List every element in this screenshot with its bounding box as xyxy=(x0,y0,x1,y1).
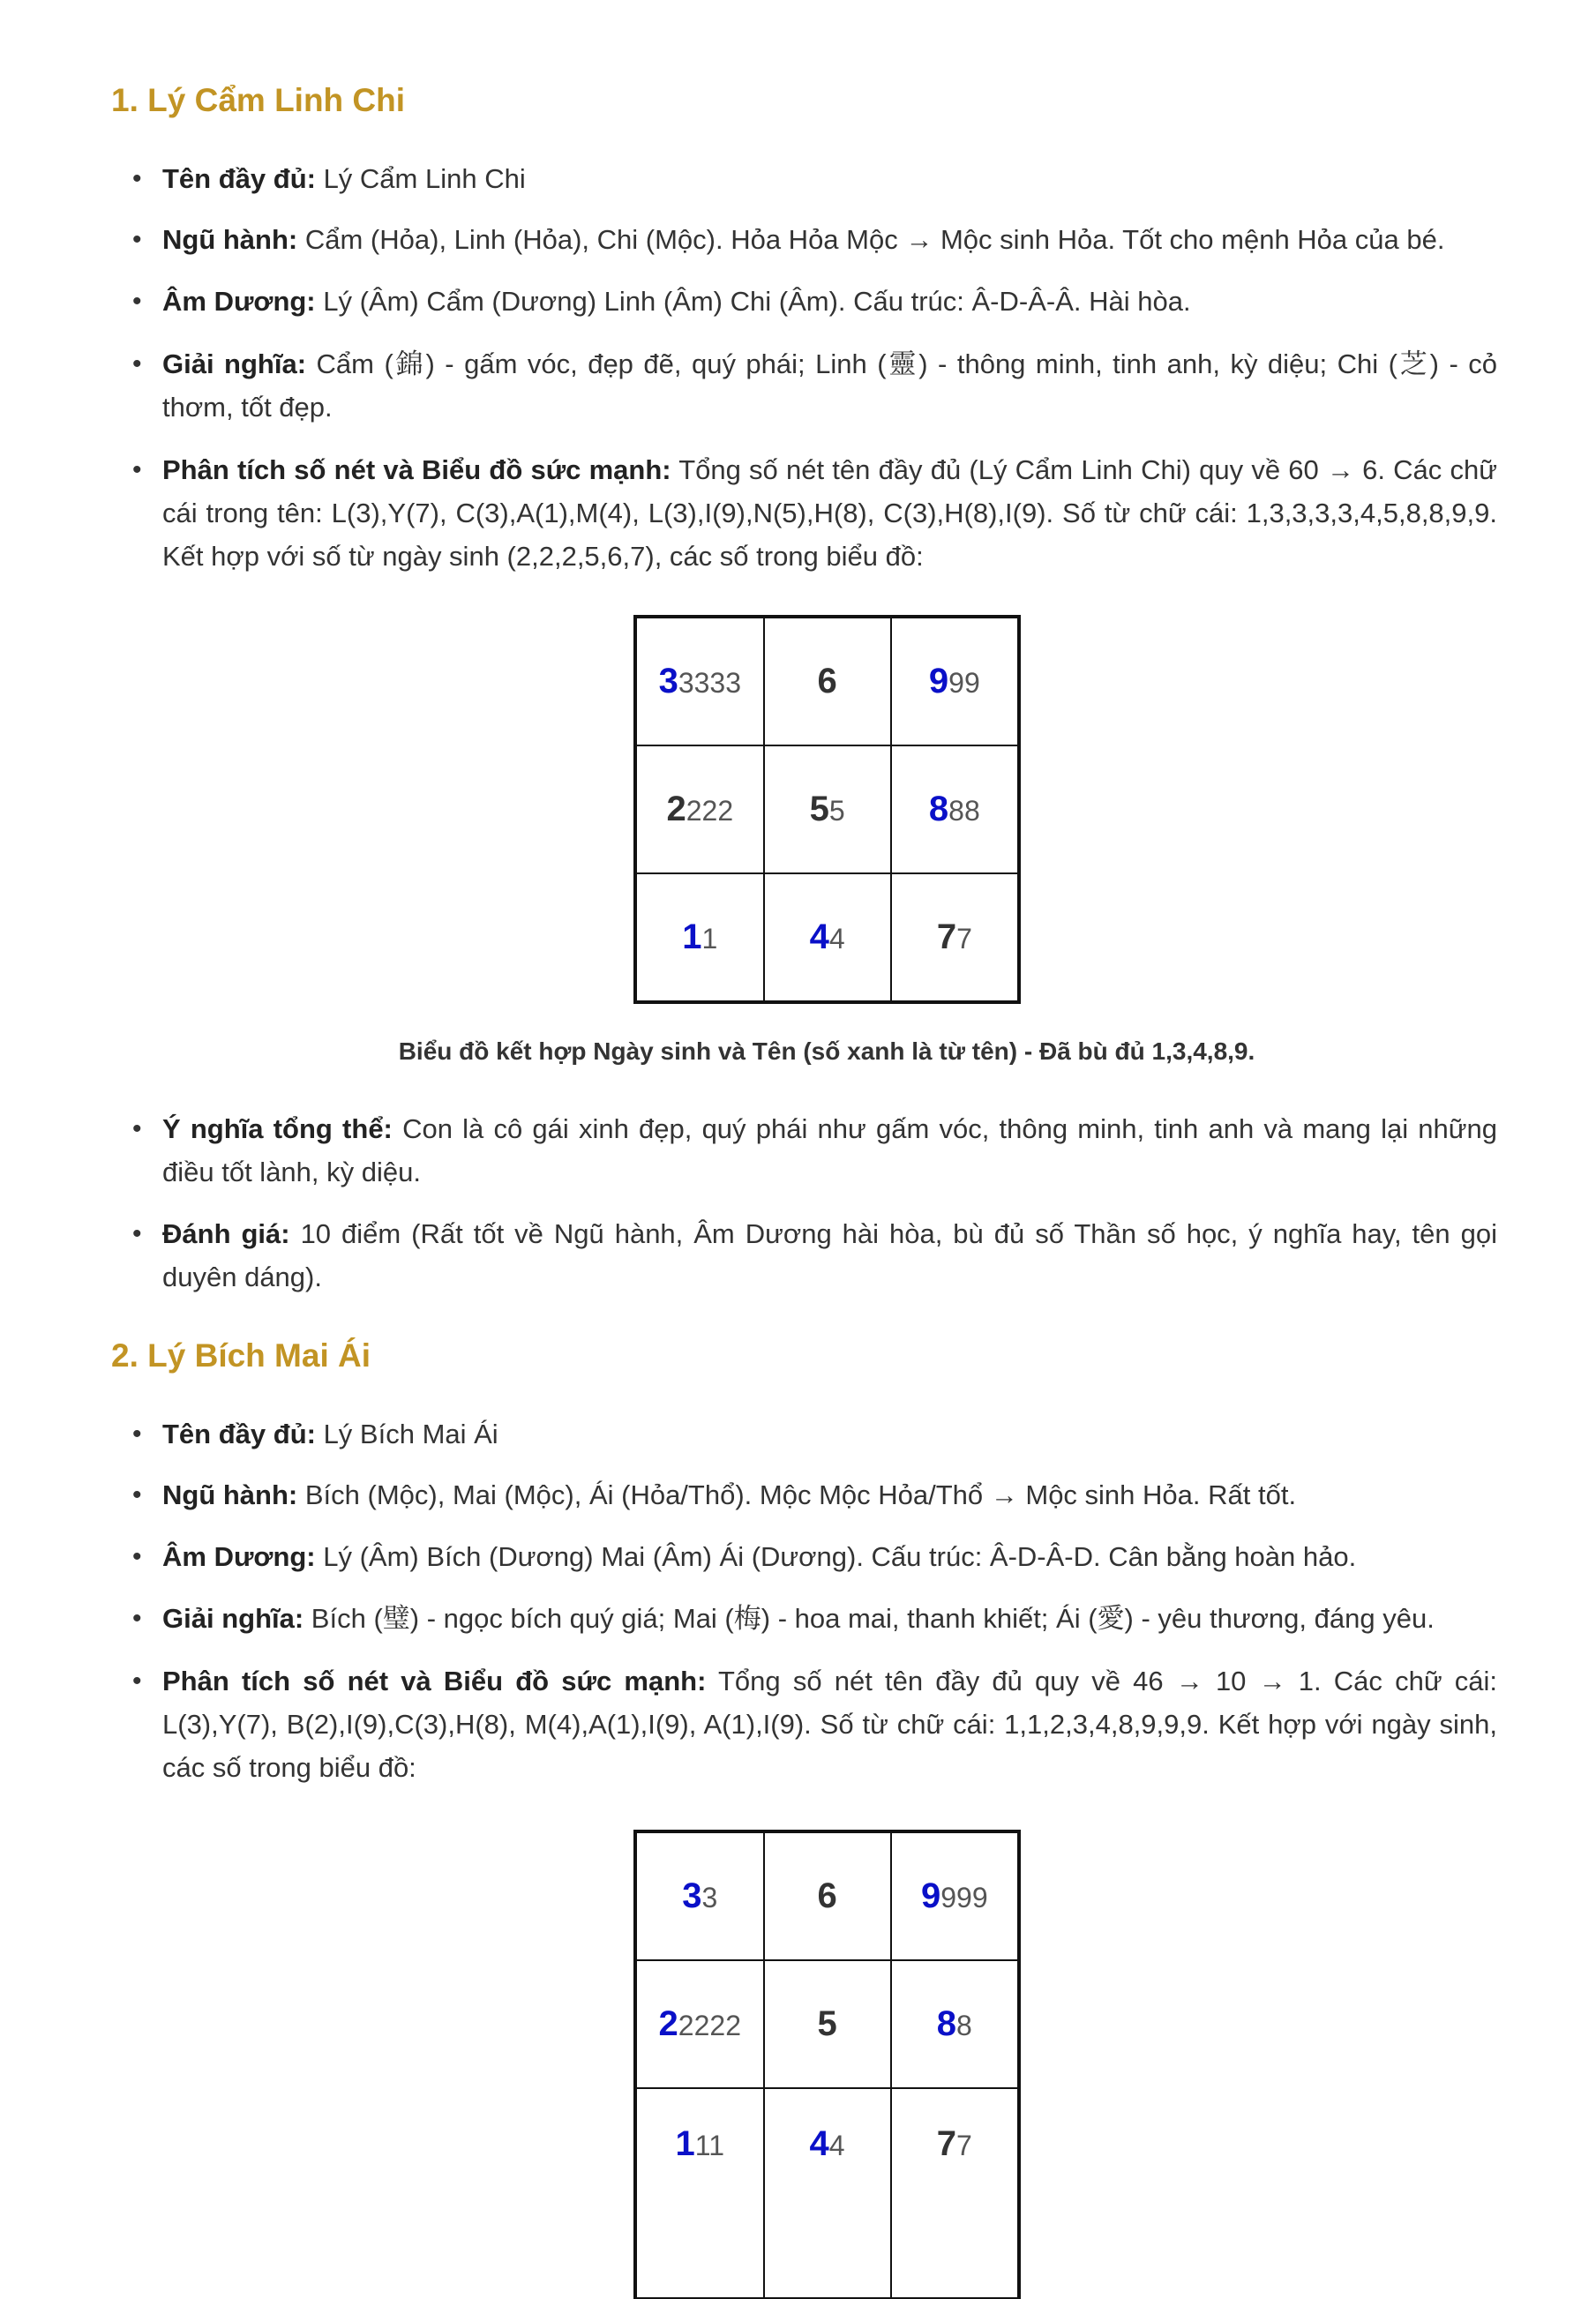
bullet-label: Ngũ hành: xyxy=(162,224,298,255)
grid-row xyxy=(635,745,1019,873)
bullet-dot: • xyxy=(132,287,142,316)
grid-repeat-digits: 222 xyxy=(686,795,734,827)
grid-digit: 6 xyxy=(817,662,837,700)
grid-digit: 4 xyxy=(809,2124,829,2163)
grid-repeat-digits: 7 xyxy=(956,2130,972,2161)
bullet-text: 10 điểm (Rất tốt về Ngũ hành, Âm Dương hài hòa, bù đủ số Thần số học, ý nghĩa hay, tên gọi duyên dáng). xyxy=(162,1218,1497,1292)
grid-row xyxy=(635,617,1019,745)
grid-repeat-digits: 4 xyxy=(828,923,845,955)
grid-row xyxy=(635,1960,1019,2088)
bullet-label: Âm Dương: xyxy=(162,1541,316,1572)
bullet-dot: • xyxy=(132,1604,142,1633)
bullet-label: Đánh giá: xyxy=(162,1218,290,1249)
grid-digit: 6 xyxy=(817,1876,837,1915)
bullet-dot: • xyxy=(132,164,142,193)
grid-digit: 1 xyxy=(682,917,702,956)
grid-row xyxy=(635,873,1019,1002)
bullet-text: Cẩm (錦) - gấm vóc, đẹp đẽ, quý phái; Linh (靈) - thông minh, tinh anh, kỳ diệu; Chi (芝) - cỏ thơm, tốt đẹp. xyxy=(162,348,1497,423)
grid-digit: 5 xyxy=(817,2004,837,2043)
grid-repeat-digits: 3333 xyxy=(678,667,741,699)
bullet-text: Tổng số nét tên đầy đủ (Lý Cẩm Linh Chi) quy về 60 → 6. Các chữ cái trong tên: L(3),Y(7), C(3),A(1),M(4), L(3),I(9),N(5),H(8), C(3),H(8),I(9). Số từ chữ cái: 1,3,3,3,3,4,5,8,8,9,9. Kết hợp với số từ ngày sinh (2,2,2,5,6,7), các số trong biểu đồ: xyxy=(162,454,1497,572)
bullet-text: Lý Cẩm Linh Chi xyxy=(315,163,526,194)
bullet-text: Bích (璧) - ngọc bích quý giá; Mai (梅) - hoa mai, thanh khiết; Ái (愛) - yêu thương, đáng yêu. xyxy=(303,1603,1435,1634)
bullet-text: Lý Bích Mai Ái xyxy=(315,1419,498,1449)
grid-repeat-digits: 999 xyxy=(940,1882,988,1913)
grid-cell-1 xyxy=(635,873,764,1002)
numerology-grid xyxy=(633,1830,1021,2299)
grid-digit: 9 xyxy=(920,1876,941,1915)
grid-cell-7 xyxy=(891,873,1019,1002)
bullet-label: Âm Dương: xyxy=(162,286,316,317)
grid-row xyxy=(635,1831,1019,1960)
bullet-text: Cẩm (Hỏa), Linh (Hỏa), Chi (Mộc). Hỏa Hỏa Mộc → Mộc sinh Hỏa. Tốt cho mệnh Hỏa của bé. xyxy=(297,224,1445,255)
bullet-label: Ý nghĩa tổng thể: xyxy=(162,1113,393,1144)
grid-cell-8 xyxy=(891,1960,1019,2088)
grid-cell-4 xyxy=(764,873,891,1002)
grid-cell-5 xyxy=(764,1960,891,2088)
section-title: 1. Lý Cẩm Linh Chi xyxy=(111,82,406,118)
bullet-dot: • xyxy=(132,1219,142,1248)
grid-digit: 2 xyxy=(666,790,686,828)
bullet-dot: • xyxy=(132,455,142,484)
bullet-label: Ngũ hành: xyxy=(162,1479,298,1510)
section-title: 2. Lý Bích Mai Ái xyxy=(111,1337,371,1374)
bullet-dot: • xyxy=(132,1542,142,1571)
grid-cell-4 xyxy=(764,2088,891,2298)
grid-digit: 1 xyxy=(675,2124,695,2163)
grid-row xyxy=(635,2088,1019,2298)
grid-repeat-digits: 2222 xyxy=(678,2010,741,2041)
grid-cell-2 xyxy=(635,745,764,873)
grid-repeat-digits: 5 xyxy=(828,795,845,827)
bullet-label: Phân tích số nét và Biểu đồ sức mạnh: xyxy=(162,1666,707,1696)
grid-repeat-digits: 88 xyxy=(948,795,980,827)
bullet-label: Tên đầy đủ: xyxy=(162,1419,316,1449)
grid-caption: Biểu đồ kết hợp Ngày sinh và Tên (số xanh là từ tên) - Đã bù đủ 1,3,4,8,9. xyxy=(398,1037,1255,1065)
grid-cell-9 xyxy=(891,617,1019,745)
bullet-label: Phân tích số nét và Biểu đồ sức mạnh: xyxy=(162,454,671,485)
bullet-text: Lý (Âm) Cẩm (Dương) Linh (Âm) Chi (Âm). Cấu trúc: Â-D-Â-Â. Hài hòa. xyxy=(315,286,1191,317)
grid-cell-8 xyxy=(891,745,1019,873)
grid-digit: 8 xyxy=(928,790,949,828)
grid-cell-9 xyxy=(891,1831,1019,1960)
bullet-text: Bích (Mộc), Mai (Mộc), Ái (Hỏa/Thổ). Mộc Mộc Hỏa/Thổ → Mộc sinh Hỏa. Rất tốt. xyxy=(297,1479,1297,1510)
grid-repeat-digits: 8 xyxy=(956,2010,972,2041)
grid-digit: 5 xyxy=(809,790,829,828)
grid-cell-3 xyxy=(635,1831,764,1960)
grid-repeat-digits: 99 xyxy=(948,667,980,699)
grid-cell-6 xyxy=(764,617,891,745)
bullet-label: Tên đầy đủ: xyxy=(162,163,316,194)
grid-cell-2 xyxy=(635,1960,764,2088)
grid-digit: 9 xyxy=(928,662,949,700)
grid-repeat-digits: 4 xyxy=(828,2130,845,2161)
grid-repeat-digits: 3 xyxy=(701,1882,718,1913)
bullet-dot: • xyxy=(132,1419,142,1449)
bullet-dot: • xyxy=(132,349,142,378)
grid-digit: 7 xyxy=(936,2124,957,2163)
grid-digit: 8 xyxy=(936,2004,957,2043)
bullet-dot: • xyxy=(132,1114,142,1143)
grid-cell-6 xyxy=(764,1831,891,1960)
grid-repeat-digits: 1 xyxy=(701,923,718,955)
grid-cell-1 xyxy=(635,2088,764,2298)
grid-cell-3 xyxy=(635,617,764,745)
bullet-dot: • xyxy=(132,1666,142,1696)
grid-cell-5 xyxy=(764,745,891,873)
bullet-text: Lý (Âm) Bích (Dương) Mai (Âm) Ái (Dương). Cấu trúc: Â-D-Â-D. Cân bằng hoàn hảo. xyxy=(315,1541,1357,1572)
grid-repeat-digits: 7 xyxy=(956,923,972,955)
grid-repeat-digits: 11 xyxy=(694,2130,724,2161)
grid-digit: 2 xyxy=(658,2004,678,2043)
grid-digit: 7 xyxy=(936,917,957,956)
grid-digit: 3 xyxy=(682,1876,702,1915)
grid-digit: 4 xyxy=(809,917,829,956)
bullet-label: Giải nghĩa: xyxy=(162,1603,304,1634)
bullet-dot: • xyxy=(132,1480,142,1509)
bullet-label: Giải nghĩa: xyxy=(162,348,307,379)
grid-digit: 3 xyxy=(658,662,678,700)
bullet-dot: • xyxy=(132,225,142,254)
bullet-text: Con là cô gái xinh đẹp, quý phái như gấm vóc, thông minh, tinh anh và mang lại những điều tốt lành, kỳ diệu. xyxy=(162,1113,1497,1187)
grid-cell-7 xyxy=(891,2088,1019,2298)
numerology-grid xyxy=(633,615,1021,1004)
bullet-text: Tổng số nét tên đầy đủ quy về 46 → 10 → 1. Các chữ cái: L(3),Y(7), B(2),I(9),C(3),H(8), M(4),A(1),I(9), A(1),I(9). Số từ chữ cái: 1,1,2,3,4,8,9,9,9. Kết hợp với ngày sinh, các số trong biểu đồ: xyxy=(162,1666,1497,1783)
